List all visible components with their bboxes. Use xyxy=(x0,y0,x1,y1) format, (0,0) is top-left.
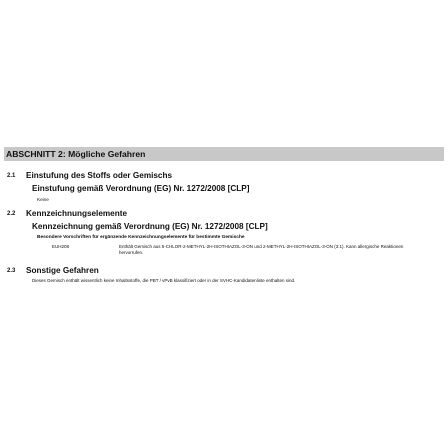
regulation-heading: Kennzeichnung gemäß Verordnung (EG) Nr. 1272/2008 [CLP] xyxy=(32,222,268,231)
subsection-number: 2.3 xyxy=(7,268,16,274)
subsection-heading: Kennzeichnungselemente xyxy=(26,209,128,218)
classification-value: Keine xyxy=(37,197,49,202)
hazard-code-text: Enthält Gemisch aus 5-CHLOR-2-METHYL-2H-ISOTHIAZOL-3-ON und 2-METHYL-2H-ISOTHIAZOL-3-ON (3:1). Kann allergische Reaktionen hervorrufen. xyxy=(119,244,404,255)
subsection-heading: Einstufung des Stoffs oder Gemischs xyxy=(26,171,173,180)
regulation-heading: Einstufung gemäß Verordnung (EG) Nr. 1272/2008 [CLP] xyxy=(32,184,250,193)
other-hazards-text: Dieses Gemisch enthält wissentlich keine Inhaltsstoffe, die PBT / vPvB klassifiziert oder in der SVHC-Kandidatenliste enthalten sind. xyxy=(32,278,296,283)
hazard-code: EUH208 xyxy=(52,244,70,249)
subsection-heading: Sonstige Gefahren xyxy=(26,266,99,275)
section-title: ABSCHNITT 2: Mögliche Gefahren xyxy=(4,147,444,161)
subsection-number: 2.1 xyxy=(7,173,16,179)
special-provisions-heading: Besondere Vorschriften für ergänzende Kennzeichnungselemente für bestimmte Gemische xyxy=(37,235,245,240)
subsection-number: 2.2 xyxy=(7,211,16,217)
